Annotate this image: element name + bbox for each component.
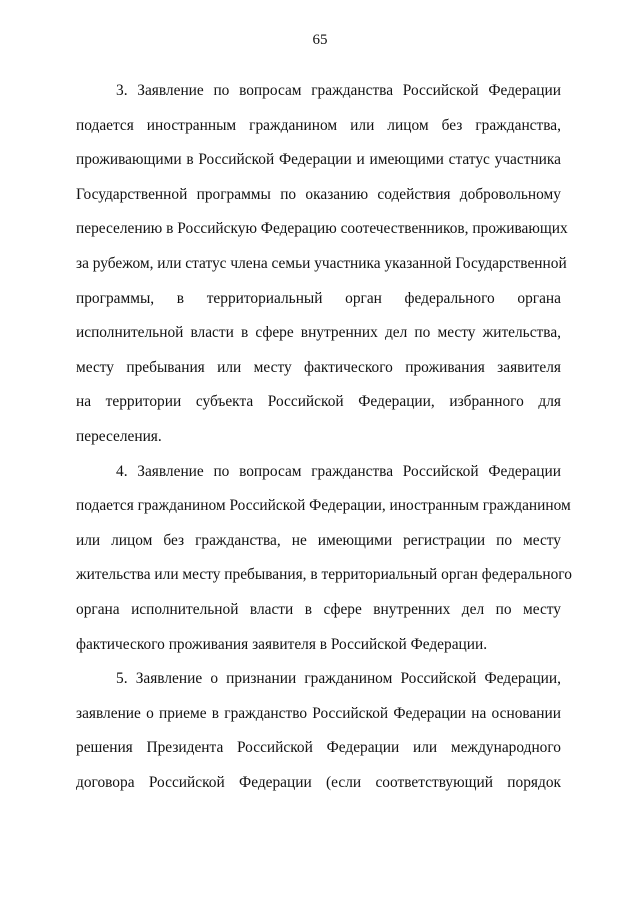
text-line: переселению в Российскую Федерацию соотечественников, проживающих — [76, 220, 568, 238]
text-line: за рубежом, или статус члена семьи участника указанной Государственной — [76, 254, 567, 272]
paragraph-4 — [76, 455, 572, 663]
page-number: 65 — [312, 32, 328, 48]
text-line: проживающими в Российской Федерации и имеющими статус участника — [76, 151, 561, 169]
text-line: месту пребывания или месту фактического проживания заявителя — [76, 358, 561, 376]
document-body — [76, 74, 572, 800]
text-line: или лицом без гражданства, не имеющими регистрации по месту — [76, 531, 561, 549]
text-line: фактического проживания заявителя в Российской Федерации. — [76, 635, 488, 653]
text-line: 4. Заявление по вопросам гражданства Российской Федерации — [116, 462, 561, 480]
text-line: переселения. — [76, 427, 162, 445]
text-line: договора Российской Федерации (если соответствующий порядок — [76, 773, 561, 791]
text-line: программы, в территориальный орган федерального органа — [76, 289, 561, 307]
text-line: 3. Заявление по вопросам гражданства Российской Федерации — [116, 82, 561, 99]
text-line: Государственной программы по оказанию содействия добровольному — [76, 185, 561, 203]
text-line: органа исполнительной власти в сфере внутренних дел по месту — [76, 600, 561, 618]
paragraph-3 — [76, 74, 568, 455]
text-line: исполнительной власти в сфере внутренних дел по месту жительства, — [76, 324, 561, 342]
text-line: 5. Заявление о признании гражданином Российской Федерации, — [116, 670, 561, 688]
text-line: жительства или месту пребывания, в территориальный орган федерального — [76, 566, 572, 584]
text-line: решения Президента Российской Федерации или международного — [76, 739, 561, 757]
text-line: на территории субъекта Российской Федерации, избранного для — [76, 393, 561, 411]
text-line: подается иностранным гражданином или лицом без гражданства, — [76, 116, 561, 134]
text-line: заявление о приеме в гражданство Российской Федерации на основании — [76, 704, 561, 722]
paragraph-5 — [76, 662, 561, 800]
text-line: подается гражданином Российской Федерации, иностранным гражданином — [76, 497, 571, 515]
